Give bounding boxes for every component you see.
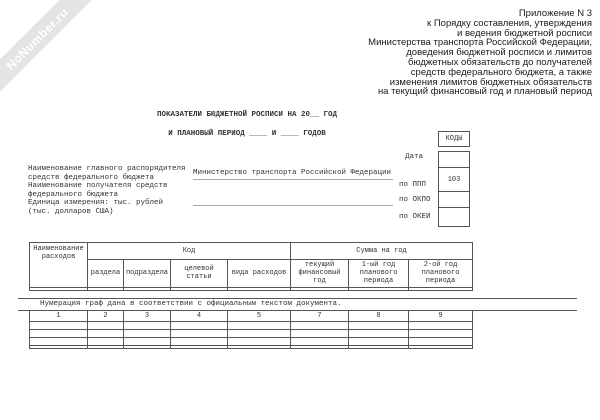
column-number-cell: 5 bbox=[228, 311, 291, 322]
okei-label: по ОКЕИ bbox=[399, 213, 431, 221]
appendix-block bbox=[368, 9, 592, 97]
okpo-label: по ОКПО bbox=[399, 196, 431, 204]
header-plan-year1: 1-ый год планового периода bbox=[349, 260, 409, 288]
appendix-line: изменения лимитов бюджетных обязательств bbox=[389, 76, 592, 88]
appendix-line: Министерства транспорта Российской Федерации, bbox=[368, 37, 592, 49]
codes-okei-cell bbox=[439, 208, 469, 226]
appendix-line: доведения бюджетной росписи и лимитов bbox=[406, 47, 592, 59]
field-labels bbox=[28, 165, 186, 217]
header-group-sum: Сумма на год bbox=[291, 243, 473, 260]
grbs-label-line1: Наименование главного распорядителя bbox=[28, 165, 186, 173]
table-row bbox=[30, 287, 473, 290]
column-number-cell: 8 bbox=[349, 311, 409, 322]
budget-table-header bbox=[29, 242, 473, 291]
appendix-line: на текущий финансовый год и плановый период bbox=[377, 86, 592, 98]
appendix-line: к Порядку составления, утверждения bbox=[427, 17, 592, 29]
watermark-ribbon bbox=[0, 0, 95, 97]
document-title bbox=[37, 101, 457, 149]
codes-date-cell bbox=[439, 152, 469, 168]
codes-box bbox=[438, 151, 470, 227]
header-razdel: раздела bbox=[88, 260, 124, 288]
appendix-line: и ведения бюджетной росписи bbox=[457, 27, 592, 39]
codes-box-header: КОДЫ bbox=[438, 131, 470, 147]
header-expense-name: Наименование расходов bbox=[30, 243, 88, 288]
header-plan-year2: 2-ой год планового периода bbox=[409, 260, 473, 288]
column-number-cell: 7 bbox=[291, 311, 349, 322]
header-group-code: Код bbox=[88, 243, 291, 260]
column-number-cell: 9 bbox=[409, 311, 473, 322]
recipient-underline bbox=[193, 205, 393, 206]
watermark-text: NoNumber.ru bbox=[3, 4, 71, 73]
header-podrazdel: подраздела bbox=[124, 260, 171, 288]
document-title-line2: И ПЛАНОВЫЙ ПЕРИОД ____ И ____ ГОДОВ bbox=[168, 129, 326, 138]
grbs-underline bbox=[193, 179, 393, 180]
codes-okpo-cell bbox=[439, 192, 469, 208]
recipient-label-line1: Наименование получателя средств bbox=[28, 182, 168, 191]
column-number-cell: 2 bbox=[88, 311, 124, 322]
table-row bbox=[30, 338, 473, 346]
budget-table-body bbox=[29, 310, 473, 349]
header-vid-rashodov: вида расходов bbox=[228, 260, 291, 288]
document-title-line1: ПОКАЗАТЕЛИ БЮДЖЕТНОЙ РОСПИСИ НА 20__ ГОД bbox=[156, 110, 338, 119]
table-row bbox=[30, 330, 473, 338]
date-label: Дата bbox=[405, 153, 424, 161]
numbering-note: Нумерация граф дана в соответствии с официальным текстом документа. bbox=[18, 298, 577, 311]
appendix-line: средств федерального бюджета, а также bbox=[410, 66, 592, 78]
unit-label-line1: Единица измерения: тыс. рублей bbox=[28, 199, 164, 208]
unit-label-line2: (тыс. долларов США) bbox=[28, 207, 114, 216]
column-number-row bbox=[30, 311, 473, 322]
table-row bbox=[30, 322, 473, 330]
ppp-label: по ППП bbox=[399, 181, 427, 189]
recipient-label-line2: федерального бюджета bbox=[28, 190, 119, 199]
grbs-label-line2: средств федерального бюджета bbox=[28, 173, 155, 182]
column-number-cell: 1 bbox=[30, 311, 88, 322]
appendix-line: Приложение N 3 bbox=[518, 8, 592, 19]
column-number-cell: 4 bbox=[171, 311, 228, 322]
appendix-line: бюджетных обязательств до получателей bbox=[408, 56, 592, 68]
header-current-year: текущий финансовый год bbox=[291, 260, 349, 288]
column-number-cell: 3 bbox=[124, 311, 171, 322]
grbs-value: Министерство транспорта Российской Федерации bbox=[193, 169, 392, 177]
header-celevaya-statya: целевой статьи bbox=[171, 260, 228, 288]
codes-ppp-cell: 103 bbox=[439, 168, 469, 192]
table-row bbox=[30, 346, 473, 349]
